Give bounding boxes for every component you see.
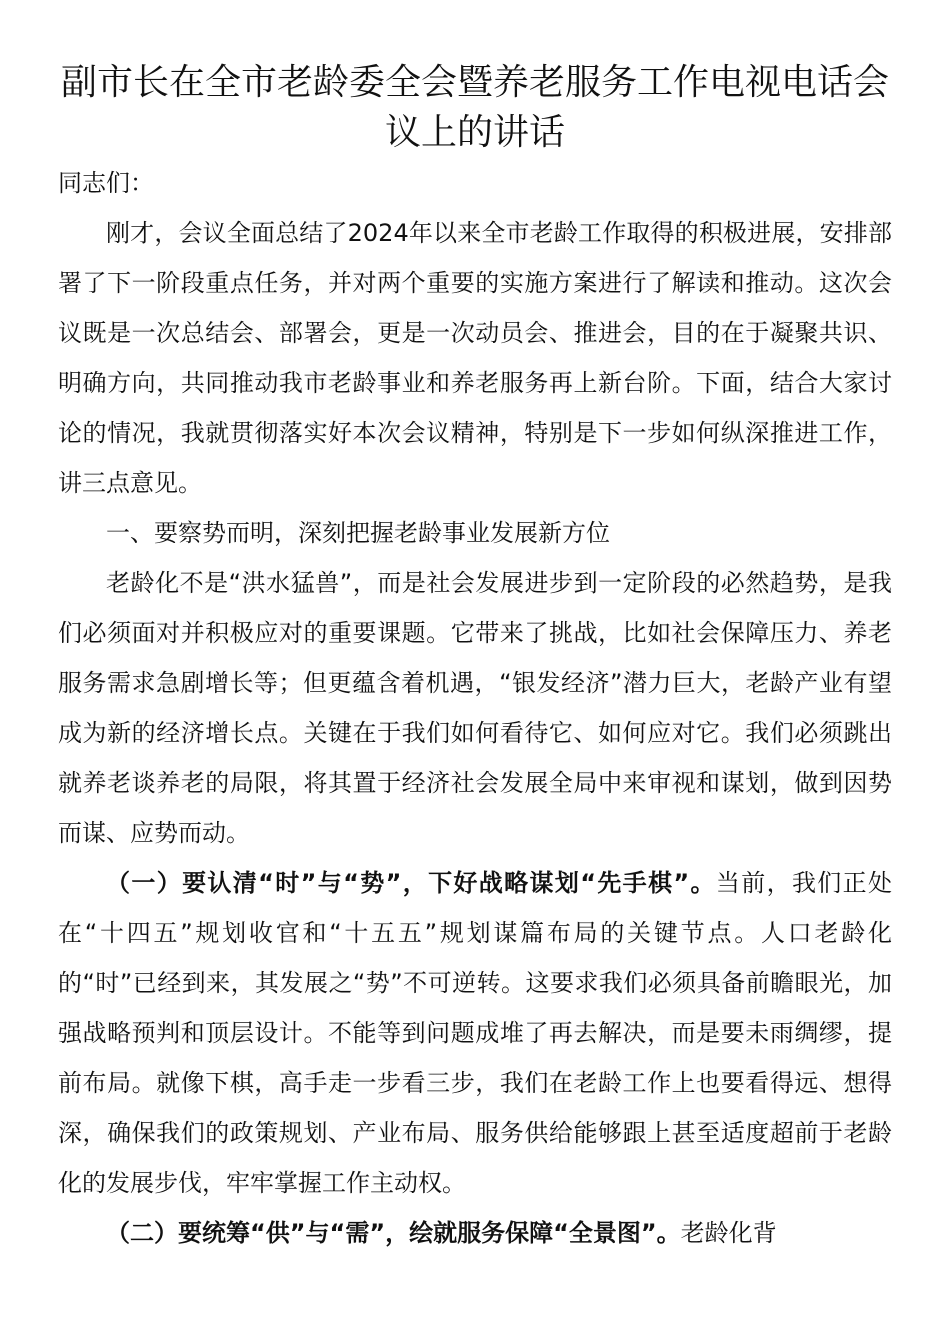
- opening-paragraph: 刚才，会议全面总结了2024年以来全市老龄工作取得的积极进展，安排部署了下一阶段重点任务，并对两个重要的实施方案进行了解读和推动。这次会议既是一次总结会、部署会，更是一次动员会、推进会，目的在于凝聚共识、明确方向，共同推动我市老龄事业和养老服务再上新台阶。下面，结合大家讨论的情况，我就贯彻落实好本次会议精神，特别是下一步如何纵深推进工作，讲三点意见。: [58, 219, 892, 497]
- section-1-item-1-paragraph: [58, 858, 892, 1208]
- document-title: 副市长在全市老龄委全会暨养老服务工作电视电话会议上的讲话: [60, 62, 889, 153]
- section-heading-1: 一、要察势而明，深刻把握老龄事业发展新方位: [106, 519, 610, 547]
- sub-heading-2: （二）要统筹“供”与“需”，绘就服务保障“全景图”。: [106, 1219, 681, 1247]
- salutation: 同志们：: [58, 169, 154, 197]
- section-1-item-2-paragraph: [58, 1208, 892, 1258]
- document-page: [58, 58, 892, 1258]
- section-1-intro-paragraph: 老龄化不是“洪水猛兽”，而是社会发展进步到一定阶段的必然趋势，是我们必须面对并积极应对的重要课题。它带来了挑战，比如社会保障压力、养老服务需求急剧增长等；但更蕴含着机遇，“银发经济”潜力巨大，老龄产业有望成为新的经济增长点。关键在于我们如何看待它、如何应对它。我们必须跳出就养老谈养老的局限，将其置于经济社会发展全局中来审视和谋划，做到因势而谋、应势而动。: [58, 569, 892, 847]
- sub-heading-2-text: 老龄化背: [680, 1219, 777, 1247]
- sub-heading-1-text: 当前，我们正处在“十四五”规划收官和“十五五”规划谋篇布局的关键节点。人口老龄化的“时”已经到来，其发展之“势”不可逆转。这要求我们必须具备前瞻眼光，加强战略预判和顶层设计。不能等到问题成堆了再去解决，而是要未雨绸缪，提前布局。就像下棋，高手走一步看三步，我们在老龄工作上也要看得远、想得深，确保我们的政策规划、产业布局、服务供给能够跟上甚至适度超前于老龄化的发展步伐，牢牢掌握工作主动权。: [58, 869, 893, 1197]
- sub-heading-1: （一）要认清“时”与“势”，下好战略谋划“先手棋”。: [106, 869, 716, 897]
